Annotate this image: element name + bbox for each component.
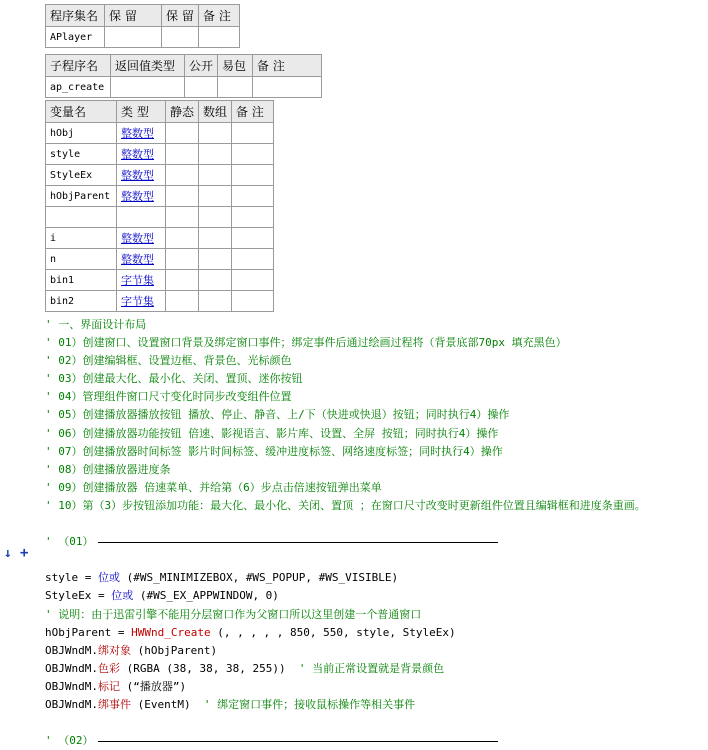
table-row[interactable] — [46, 228, 274, 249]
table-cell[interactable] — [199, 144, 232, 165]
code-line-styleex[interactable] — [45, 587, 705, 605]
inline-comment: ' 当前正常设置就是背景颜色 — [285, 661, 445, 675]
function-name: HWWnd_Create — [131, 625, 211, 639]
code-args: (38, 38, 38, 255)) — [159, 661, 286, 675]
variable-name[interactable]: bin2 — [46, 291, 117, 312]
variable-table — [45, 100, 274, 312]
code-line-tag[interactable] — [45, 678, 705, 696]
table-cell[interactable] — [166, 207, 199, 228]
table-cell[interactable] — [232, 228, 274, 249]
table-cell[interactable] — [199, 123, 232, 144]
inline-comment: ' 绑定窗口事件；接收鼠标操作等相关事件 — [190, 697, 416, 711]
table-row[interactable] — [46, 270, 274, 291]
table-cell[interactable] — [162, 27, 199, 48]
header-cell: 数组 — [199, 101, 232, 123]
type-link[interactable]: 整数型 — [121, 253, 154, 266]
code-args: (, , , , , 850, 550, style, StyleEx) — [210, 625, 456, 639]
variable-type[interactable] — [117, 270, 166, 291]
code-line-bind-object[interactable] — [45, 642, 705, 660]
comment-line[interactable]: ' 02）创建编辑框、设置边框、背景色、光标颜色 — [45, 354, 292, 368]
code-line-style[interactable] — [45, 569, 705, 587]
table-cell[interactable] — [166, 228, 199, 249]
variable-type[interactable] — [117, 165, 166, 186]
subroutine-name[interactable]: ap_create — [46, 77, 111, 98]
variable-name[interactable]: hObjParent — [46, 186, 117, 207]
comment-line[interactable]: ' 08）创建播放器进度条 — [45, 462, 171, 476]
table-cell[interactable] — [232, 165, 274, 186]
table-cell[interactable] — [232, 291, 274, 312]
code-line-bind-event[interactable] — [45, 696, 705, 714]
code-args: (#WS_EX_APPWINDOW, 0) — [133, 589, 279, 603]
table-cell[interactable] — [199, 165, 232, 186]
table-cell[interactable] — [199, 291, 232, 312]
code-object: OBJWndM. — [45, 679, 98, 693]
type-link[interactable]: 字节集 — [121, 274, 154, 287]
table-cell[interactable] — [218, 77, 253, 98]
table-cell[interactable] — [199, 27, 240, 48]
comment-line[interactable]: ' 一、界面设计布局 — [45, 318, 147, 331]
table-row[interactable] — [46, 207, 274, 228]
variable-name[interactable]: hObj — [46, 123, 117, 144]
header-cell: 公开 — [185, 55, 218, 77]
table-row[interactable] — [46, 144, 274, 165]
code-args: (“播放器”) — [119, 679, 187, 693]
program-set-name[interactable]: APlayer — [46, 27, 105, 48]
variable-type[interactable] — [117, 144, 166, 165]
table-cell[interactable] — [199, 186, 232, 207]
table-cell[interactable] — [166, 123, 199, 144]
table-cell[interactable] — [199, 249, 232, 270]
table-row[interactable] — [46, 249, 274, 270]
table-cell[interactable] — [232, 207, 274, 228]
header-cell: 易包 — [218, 55, 253, 77]
section-label: ' （01） — [45, 535, 94, 549]
type-link[interactable]: 整数型 — [121, 190, 154, 203]
header-cell: 备 注 — [232, 101, 274, 123]
header-cell: 备 注 — [253, 55, 322, 77]
type-link[interactable]: 字节集 — [121, 295, 154, 308]
header-cell: 保 留 — [162, 5, 199, 27]
code-lhs: StyleEx = — [45, 589, 112, 603]
blank-line[interactable] — [45, 714, 705, 732]
variable-type[interactable] — [117, 249, 166, 270]
code-lhs: style = — [45, 571, 98, 585]
code-note-line[interactable]: ' 说明：由于迅雷引擎不能用分层窗口作为父窗口所以这里创建一个普通窗口 — [45, 607, 422, 621]
type-link[interactable]: 整数型 — [121, 127, 154, 140]
code-lhs: hObjParent = — [45, 625, 132, 639]
table-row[interactable] — [46, 291, 274, 312]
code-args: ( — [119, 661, 134, 675]
section-separator[interactable] — [45, 533, 705, 551]
code-line-color[interactable] — [45, 660, 705, 678]
type-link[interactable]: 整数型 — [121, 232, 154, 245]
table-cell[interactable] — [199, 270, 232, 291]
blank-line[interactable] — [45, 551, 705, 569]
table-cell[interactable] — [166, 165, 199, 186]
header-cell: 保 留 — [105, 5, 162, 27]
code-object: OBJWndM. — [45, 697, 98, 711]
variable-name[interactable]: i — [46, 228, 117, 249]
code-args: (#WS_MINIMIZEBOX, #WS_POPUP, #WS_VISIBLE) — [119, 571, 399, 585]
function-name: 位或 — [97, 571, 120, 585]
variable-name[interactable] — [46, 207, 117, 228]
variable-name[interactable]: bin1 — [46, 270, 117, 291]
variable-name[interactable]: n — [46, 249, 117, 270]
table-cell[interactable] — [166, 144, 199, 165]
table-cell[interactable] — [232, 249, 274, 270]
header-cell: 程序集名 — [46, 5, 105, 27]
table-cell[interactable] — [166, 249, 199, 270]
variable-type[interactable] — [117, 207, 166, 228]
method-name: 标记 — [97, 679, 120, 693]
type-link[interactable]: 整数型 — [121, 148, 154, 161]
header-cell: 变量名 — [46, 101, 117, 123]
expand-plus-icon[interactable]: + — [20, 545, 29, 561]
section-label: ' （02） — [45, 734, 94, 748]
current-line-arrow-icon[interactable]: ↓ — [4, 546, 12, 561]
separator-rule — [98, 542, 498, 543]
program-set-table — [45, 4, 240, 48]
header-cell: 子程序名 — [46, 55, 111, 77]
header-cell: 静态 — [166, 101, 199, 123]
table-row[interactable] — [46, 123, 274, 144]
table-cell[interactable] — [232, 186, 274, 207]
table-cell[interactable] — [166, 186, 199, 207]
header-cell: 类 型 — [117, 101, 166, 123]
code-line-hwnd[interactable] — [45, 624, 705, 642]
table-cell[interactable] — [232, 123, 274, 144]
method-name: 色彩 — [97, 661, 120, 675]
table-cell[interactable] — [199, 228, 232, 249]
code-object: OBJWndM. — [45, 643, 98, 657]
variable-type[interactable] — [117, 228, 166, 249]
variable-name[interactable]: style — [46, 144, 117, 165]
table-cell[interactable] — [166, 270, 199, 291]
code-object: OBJWndM. — [45, 661, 98, 675]
code-args: (hObjParent) — [130, 643, 218, 657]
type-link[interactable]: 整数型 — [121, 169, 154, 182]
editor-gutter — [0, 0, 40, 721]
header-cell: 备 注 — [199, 5, 240, 27]
comment-line[interactable]: ' 01）创建窗口、设置窗口背景及绑定窗口事件；绑定事件后通过绘画过程将（背景底部70px 填充黑色） — [45, 336, 567, 350]
comment-line[interactable]: ' 07）创建播放器时间标签 影片时间标签、缓冲进度标签、网络速度标签；同时执行4）操作 — [45, 444, 503, 458]
variable-name[interactable]: StyleEx — [46, 165, 117, 186]
table-cell[interactable] — [232, 144, 274, 165]
table-row[interactable] — [46, 165, 274, 186]
variable-type[interactable] — [117, 291, 166, 312]
variable-type[interactable] — [117, 186, 166, 207]
comment-line[interactable]: ' 10）第（3）步按钮添加功能：最大化、最小化、关闭、置顶 ；在窗口尺寸改变时更新组件位置且编辑框和进度条重画。 — [45, 498, 646, 512]
function-name: RGBA — [133, 661, 160, 675]
comment-line[interactable]: ' 05）创建播放器播放按钮 播放、停止、静音、上/下（快进或快退）按钮；同时执行4）操作 — [45, 408, 510, 422]
comment-line[interactable]: ' 04）管理组件窗口尺寸变化时同步改变组件位置 — [45, 390, 292, 404]
table-cell[interactable] — [232, 270, 274, 291]
table-cell[interactable] — [185, 77, 218, 98]
table-cell[interactable] — [199, 207, 232, 228]
comment-line[interactable]: ' 06）创建播放器功能按钮 倍速、影视语言、影片库、设置、全屏 按钮；同时执行4）操作 — [45, 426, 499, 440]
separator-rule — [98, 741, 498, 742]
code-args: (EventM) — [130, 697, 191, 711]
section-separator[interactable] — [45, 732, 705, 750]
blank-line[interactable] — [45, 515, 705, 533]
method-name: 绑对象 — [97, 643, 131, 657]
header-cell: 返回值类型 — [111, 55, 185, 77]
table-cell[interactable] — [105, 27, 162, 48]
comment-line[interactable]: ' 03）创建最大化、最小化、关闭、置顶、迷你按钮 — [45, 372, 303, 386]
comment-line[interactable]: ' 09）创建播放器 倍速菜单、并给第（6）步点击倍速按钮弹出菜单 — [45, 480, 382, 494]
method-name: 绑事件 — [97, 697, 131, 711]
table-cell[interactable] — [111, 77, 185, 98]
code-editor[interactable] — [45, 316, 705, 750]
subroutine-table — [45, 54, 322, 98]
table-cell[interactable] — [166, 291, 199, 312]
function-name: 位或 — [111, 589, 134, 603]
table-row[interactable] — [46, 186, 274, 207]
table-cell[interactable] — [253, 77, 322, 98]
variable-type[interactable] — [117, 123, 166, 144]
